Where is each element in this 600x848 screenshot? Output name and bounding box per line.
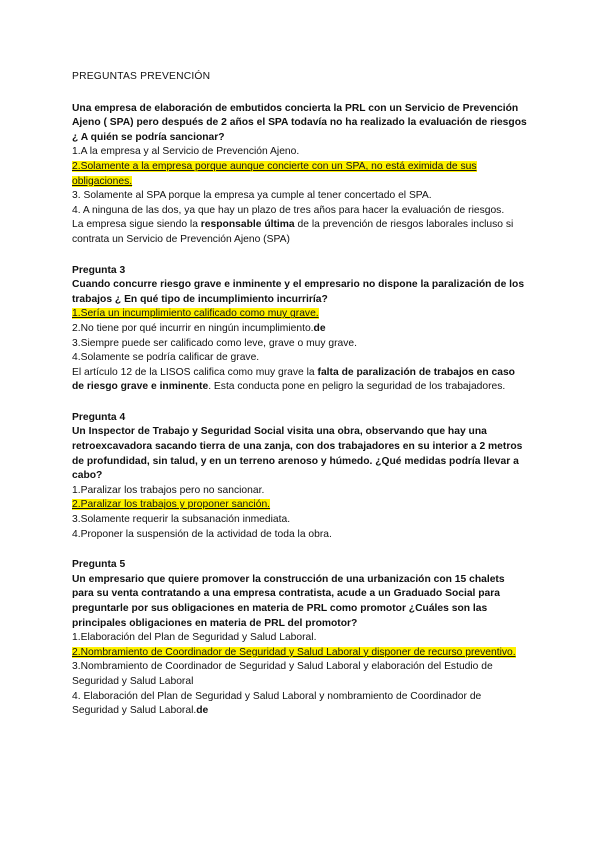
question-4-text: Un Inspector de Trabajo y Seguridad Social visita una obra, observando que hay una retroexcavadora sacando tierra de una zanja, con dos trabajadores en su interior a 2 metros de profundidad, sin talud, y en un terreno arenoso y húmedo. ¿Qué medidas podría llevar a cabo? xyxy=(72,426,523,482)
question-3-option-4: 4.Solamente se podría calificar de grave. xyxy=(72,352,260,364)
question-1-explanation: La empresa sigue siendo la responsable última de la prevención de riesgos laborales incluso si contrata un Servicio de Prevención Ajeno (SPA) xyxy=(72,219,514,245)
question-5-heading: Pregunta 5 xyxy=(72,559,126,571)
question-5-text: Un empresario que quiere promover la construcción de una urbanización con 15 chalets para su venta contratando a una empresa contratista, acude a un Graduado Social para preguntarle por sus obligaciones en materia de PRL como promotor ¿Cuáles son las principales obligaciones en materia de PRL del promotor? xyxy=(72,573,505,629)
question-5-option-1: 1.Elaboración del Plan de Seguridad y Salud Laboral. xyxy=(72,632,317,644)
question-1-text: Una empresa de elaboración de embutidos concierta la PRL con un Servicio de Prevención Ajeno ( SPA) pero después de 2 años el SPA todavía no ha realizado la evaluación de riesgos ¿ A quién se podría sancionar? xyxy=(72,102,527,143)
question-1-option-2-correct: 2.Solamente a la empresa porque aunque concierte con un SPA, no está eximida de sus obligaciones. xyxy=(72,160,477,187)
question-4-option-4: 4.Proponer la suspensión de la actividad de toda la obra. xyxy=(72,528,332,540)
question-3-heading: Pregunta 3 xyxy=(72,264,126,276)
question-3-option-2: 2.No tiene por qué incurrir en ningún incumplimiento.de xyxy=(72,322,326,334)
question-1-option-3: 3. Solamente al SPA porque la empresa ya cumple al tener concertado el SPA. xyxy=(72,190,432,202)
question-4-option-1: 1.Paralizar los trabajos pero no sancionar. xyxy=(72,484,265,496)
question-1-option-4: 4. A ninguna de las dos, ya que hay un plazo de tres años para hacer la evaluación de riesgos. xyxy=(72,204,505,216)
question-5-option-3-continued: Seguridad y Salud Laboral xyxy=(72,675,194,687)
question-3-text: Cuando concurre riesgo grave e inminente y el empresario no dispone la paralización de los trabajos ¿ En qué tipo de incumplimiento incurriría? xyxy=(72,279,525,305)
question-3-explanation: El artículo 12 de la LISOS califica como muy grave la falta de paralización de trabajos en caso de riesgo grave e inminente. Esta conducta pone en peligro la seguridad de los trabajadores. xyxy=(72,366,515,393)
question-4-option-2-correct: 2.Paralizar los trabajos y proponer sanción. xyxy=(72,499,271,511)
question-4-heading: Pregunta 4 xyxy=(72,411,126,423)
question-4-option-3: 3.Solamente requerir la subsanación inmediata. xyxy=(72,514,291,526)
question-5-option-4: 4. Elaboración del Plan de Seguridad y Salud Laboral y nombramiento de Coordinador de Seguridad y Salud Laboral.de xyxy=(72,690,482,717)
question-1-block xyxy=(72,102,528,248)
question-5-block xyxy=(72,558,528,719)
question-3-option-3: 3.Siempre puede ser calificado como leve, grave o muy grave. xyxy=(72,337,358,349)
question-4-block xyxy=(72,411,528,542)
question-5-option-2-correct: 2.Nombramiento de Coordinador de Seguridad y Salud Laboral y disponer de recurso preventivo. xyxy=(72,646,516,658)
document-page xyxy=(72,70,528,735)
document-title: PREGUNTAS PREVENCIÓN xyxy=(72,71,211,82)
question-5-option-3: 3.Nombramiento de Coordinador de Seguridad y Salud Laboral y elaboración del Estudio de xyxy=(72,661,493,673)
question-3-option-1-correct: 1.Sería un incumplimiento calificado como muy grave. xyxy=(72,308,319,320)
question-3-block xyxy=(72,264,528,395)
question-1-option-1: 1.A la empresa y al Servicio de Prevención Ajeno. xyxy=(72,146,300,158)
